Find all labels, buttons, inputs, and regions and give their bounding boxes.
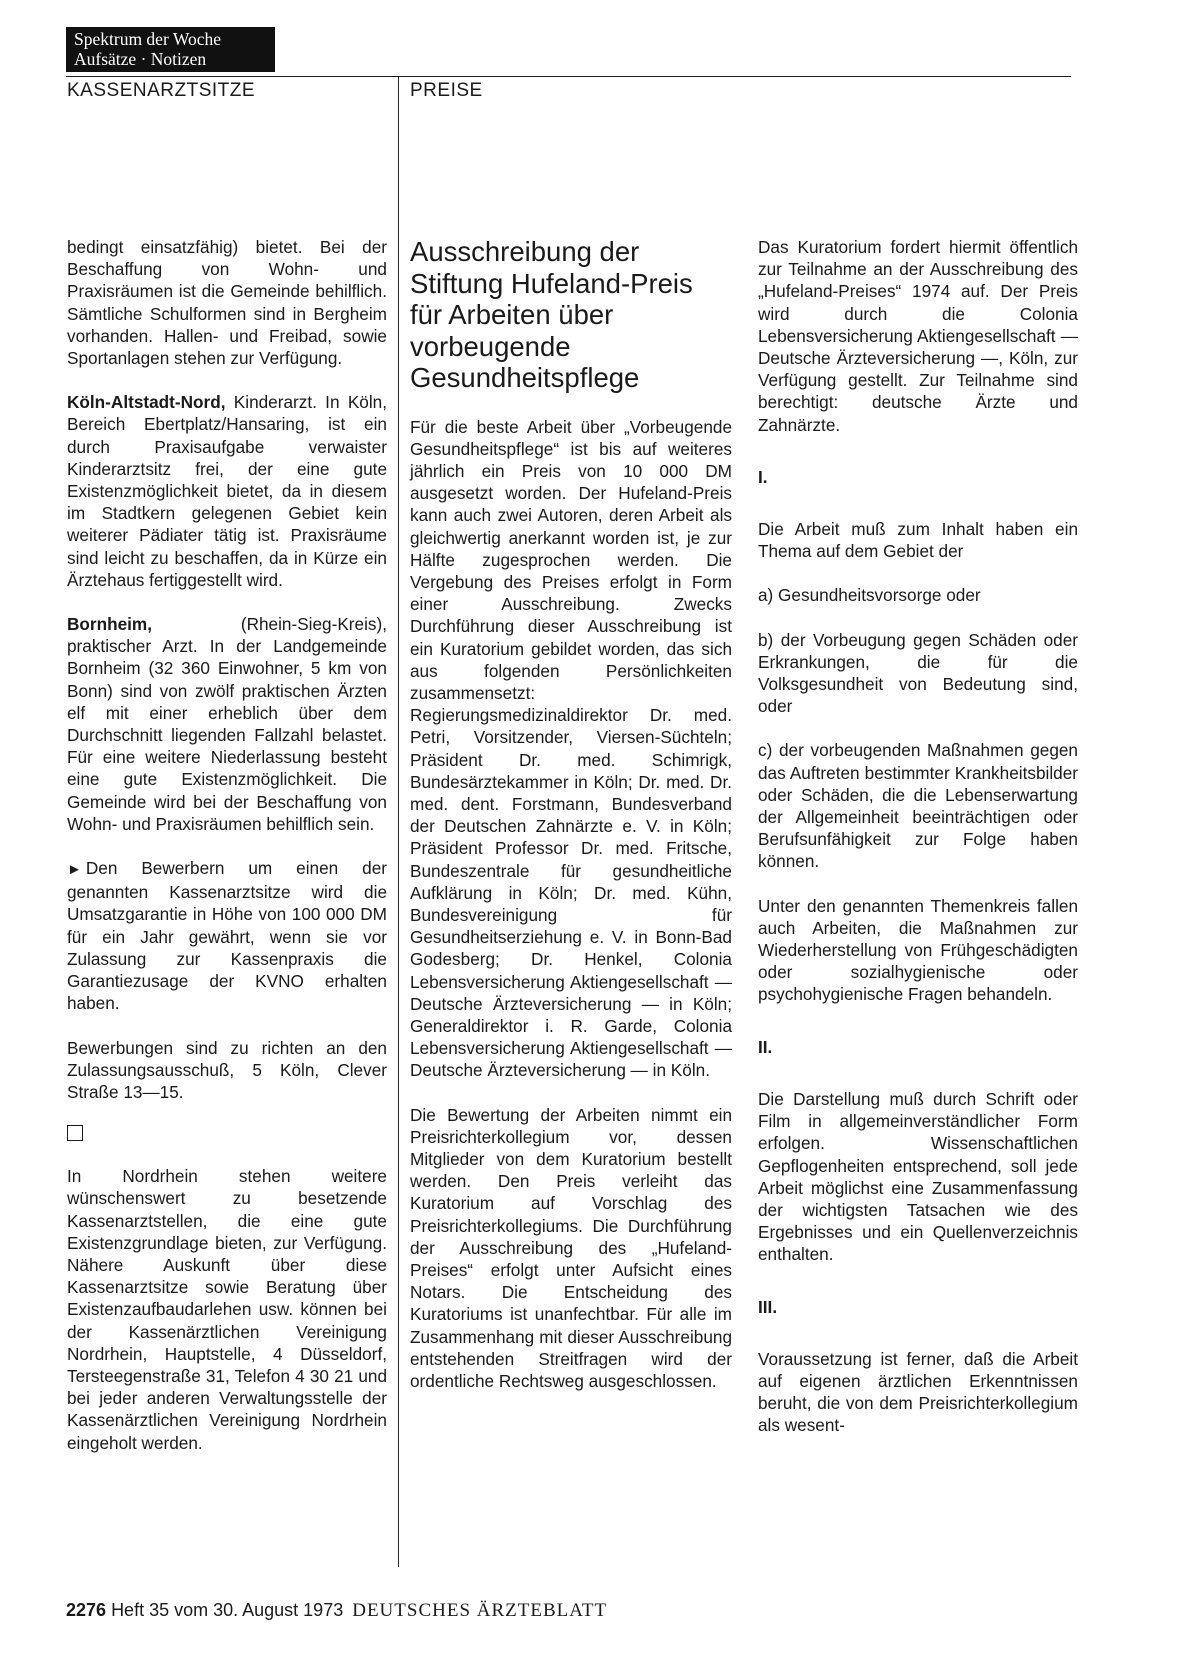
triangle-bullet-icon: ► <box>67 861 82 879</box>
paragraph: bedingt einsatzfähig) bietet. Bei der Beschaffung von Wohn- und Praxisräumen ist die Gemeinde behilflich. Sämtliche Schulformen sind in Bergheim vorhanden. Hallen- und Freibad, sowie Sportanlagen stehen zur Verfügung. <box>67 237 387 369</box>
section-heading: II. <box>758 1036 773 1057</box>
rubric-kassenarztsitze: KASSENARZTSITZE <box>67 80 256 101</box>
paragraph: Unter den genannten Themenkreis fallen auch Arbeiten, die Maßnahmen zur Wiederherstellung von Frühgeschädigten oder sozialhygienische oder psychohygienische Fragen behandeln. <box>758 895 1078 1005</box>
place-heading: Bornheim, <box>67 614 152 635</box>
article-headline: Ausschreibung der Stiftung Hufeland-Preis für Arbeiten über vorbeugende Gesundheitspflege <box>410 236 693 393</box>
masthead-line-2: Aufsätze · Notizen <box>74 48 207 69</box>
paragraph: Das Kuratorium fordert hiermit öffentlich zur Teilnahme an der Ausschreibung des „Hufeland-Preises“ 1974 auf. Der Preis wird durch die Colonia Lebensversicherung Aktiengesellschaft — Deutsche Ärzteversicherung —, Köln, zur Verfügung gestellt. Zur Teilnahme sind berechtigt: deutsche Ärzte und Zahnärzte. <box>758 237 1078 435</box>
paragraph-text: Kinderarzt. In Köln, Bereich Ebertplatz/Hansaring, ist ein durch Praxisaufgabe verwaister Kinderarztsitz frei, der eine gute Existenzmöglichkeit bietet, da in diesem im Stadtkern gelegenen Gebiet kein weiterer Pädiater tätig ist. Praxisräume sind leicht zu beschaffen, da in Kürze ein Ärztehaus fertiggestellt wird. <box>67 392 387 590</box>
paragraph: Die Darstellung muß durch Schrift oder Film in allgemeinverständlicher Form erfolgen. Wissenschaftlichen Gepflogenheiten entsprechend, soll jede Arbeit möglichst eine Zusammenfassung der wichtigsten Tatsachen wie des Ergebnisses und ein Quellenverzeichnis enthalten. <box>758 1088 1078 1265</box>
end-square-icon <box>67 1125 83 1141</box>
column-middle <box>410 236 732 1392</box>
issue-info: Heft 35 vom 30. August 1973 <box>111 1600 344 1620</box>
paragraph: In Nordrhein stehen weitere wünschenswert zu besetzende Kassenarztstellen, die eine gute Existenzgrundlage bieten, zur Verfügung. Nähere Auskunft über diese Kassenarztsitze sowie Beratung über Existenzaufbaudarlehen usw. können bei der Kassenärztlichen Vereinigung Nordrhein, Hauptstelle, 4 Düsseldorf, Tersteegenstraße 31, Telefon 4 30 21 und bei jeder anderen Verwaltungsstelle der Kassenärztlichen Vereinigung Nordrhein eingeholt werden. <box>67 1166 387 1453</box>
rubric-preise: PREISE <box>410 80 483 101</box>
list-item: c) der vorbeugenden Maßnahmen gegen das Auftreten bestimmter Krankheitsbilder oder Schäden, die die Lebenserwartung der Allgemeinheit beeinträchtigen oder Berufsunfähigkeit zur Folge haben können. <box>758 740 1078 872</box>
page-number: 2276 <box>66 1600 107 1620</box>
paragraph: Für die beste Arbeit über „Vorbeugende Gesundheitspflege“ ist bis auf weiteres jährlich ein Preis von 10 000 DM ausgesetzt worden. Der Hufeland-Preis kann auch zwei Autoren, deren Arbeit als gleichwertig anerkannt worden ist, je zur Hälfte zugesprochen werden. Die Vergebung des Preises erfolgt in Form einer Ausschreibung. Zwecks Durchführung dieser Ausschreibung ist ein Kuratorium gebildet worden, das sich aus folgenden Persönlichkeiten zusammensetzt: Regierungsmedizinaldirektor Dr. med. Petri, Vorsitzender, Viersen-Süchteln; Präsident Dr. med. Schimrigk, Bundesärztekammer in Köln; Dr. med. Dr. med. dent. Forstmann, Bundesverband der Deutschen Zahnärzte e. V. in Köln; Präsident Professor Dr. med. Fritsche, Bundeszentrale für gesundheitliche Aufklärung in Köln; Dr. med. Kühn, Bundesvereinigung für Gesundheitserziehung e. V. in Bonn-Bad Godesberg; Dr. Henkel, Colonia Lebensversicherung Aktiengesellschaft — Deutsche Ärzteversicherung — in Köln; Generaldirektor i. R. Garde, Colonia Lebensversicherung Aktiengesellschaft — Deutsche Ärzteversicherung — in Köln. <box>410 416 732 1081</box>
paragraph-text: Den Bewerbern um einen der genannten Kassenarztsitze wird die Umsatzgarantie in Höhe von 100 000 DM für ein Jahr gewährt, wenn sie vor Zulassung zur Kassenpraxis die Garantiezusage der KVNO erhalten haben. <box>67 858 387 1014</box>
column-right <box>758 236 1078 1437</box>
column-divider <box>398 77 399 1567</box>
journal-name: DEUTSCHES ÄRZTEBLATT <box>352 1600 608 1621</box>
paragraph: Bewerbungen sind zu richten an den Zulassungsausschuß, 5 Köln, Clever Straße 13—15. <box>67 1037 387 1102</box>
section-heading: III. <box>758 1296 778 1317</box>
paragraph: Voraussetzung ist ferner, daß die Arbeit auf eigenen ärztlichen Erkenntnissen beruht, die von dem Preisrichterkollegium als wesent- <box>758 1348 1078 1436</box>
paragraph: Die Bewertung der Arbeiten nimmt ein Preisrichterkollegium vor, dessen Mitglieder von dem Kuratorium bestellt werden. Den Preis verleiht das Kuratorium auf Vorschlag des Preisrichterkollegiums. Die Durchführung der Ausschreibung des „Hufeland-Preises“ erfolgt unter Aufsicht eines Notars. Die Entscheidung des Kuratoriums ist unanfechtbar. Für alle im Zusammenhang mit dieser Ausschreibung entstehenden Streitfragen wird der ordentliche Rechtsweg ausgeschlossen. <box>410 1104 732 1392</box>
section-heading: I. <box>758 466 768 487</box>
list-item: b) der Vorbeugung gegen Schäden oder Erkrankungen, die für die Volksgesundheit von Bedeutung sind, oder <box>758 629 1078 717</box>
column-left <box>67 236 387 1454</box>
paragraph <box>67 857 387 1014</box>
masthead-box <box>66 27 275 72</box>
paragraph-text: (Rhein-Sieg-Kreis), praktischer Arzt. In der Landgemeinde Bornheim (32 360 Einwohner, 5 km von Bonn) sind von zwölf praktischen Ärzten elf mit einer erheblich über dem Durchschnitt liegenden Fallzahl belastet. Für eine weitere Niederlassung besteht eine gute Existenzmöglichkeit. Die Gemeinde wird bei der Beschaffung von Wohn- und Praxisräumen behilflich sein. <box>67 614 387 834</box>
masthead-line-1: Spektrum der Woche <box>74 29 221 49</box>
place-heading: Köln-Altstadt-Nord, <box>67 392 226 413</box>
paragraph: Die Arbeit muß zum Inhalt haben ein Thema auf dem Gebiet der <box>758 519 1078 562</box>
list-item: a) Gesundheitsvorsorge oder <box>758 585 981 606</box>
paragraph <box>67 391 387 591</box>
paragraph <box>67 613 387 835</box>
header-rule <box>66 76 1071 77</box>
page-footer <box>66 1600 607 1622</box>
